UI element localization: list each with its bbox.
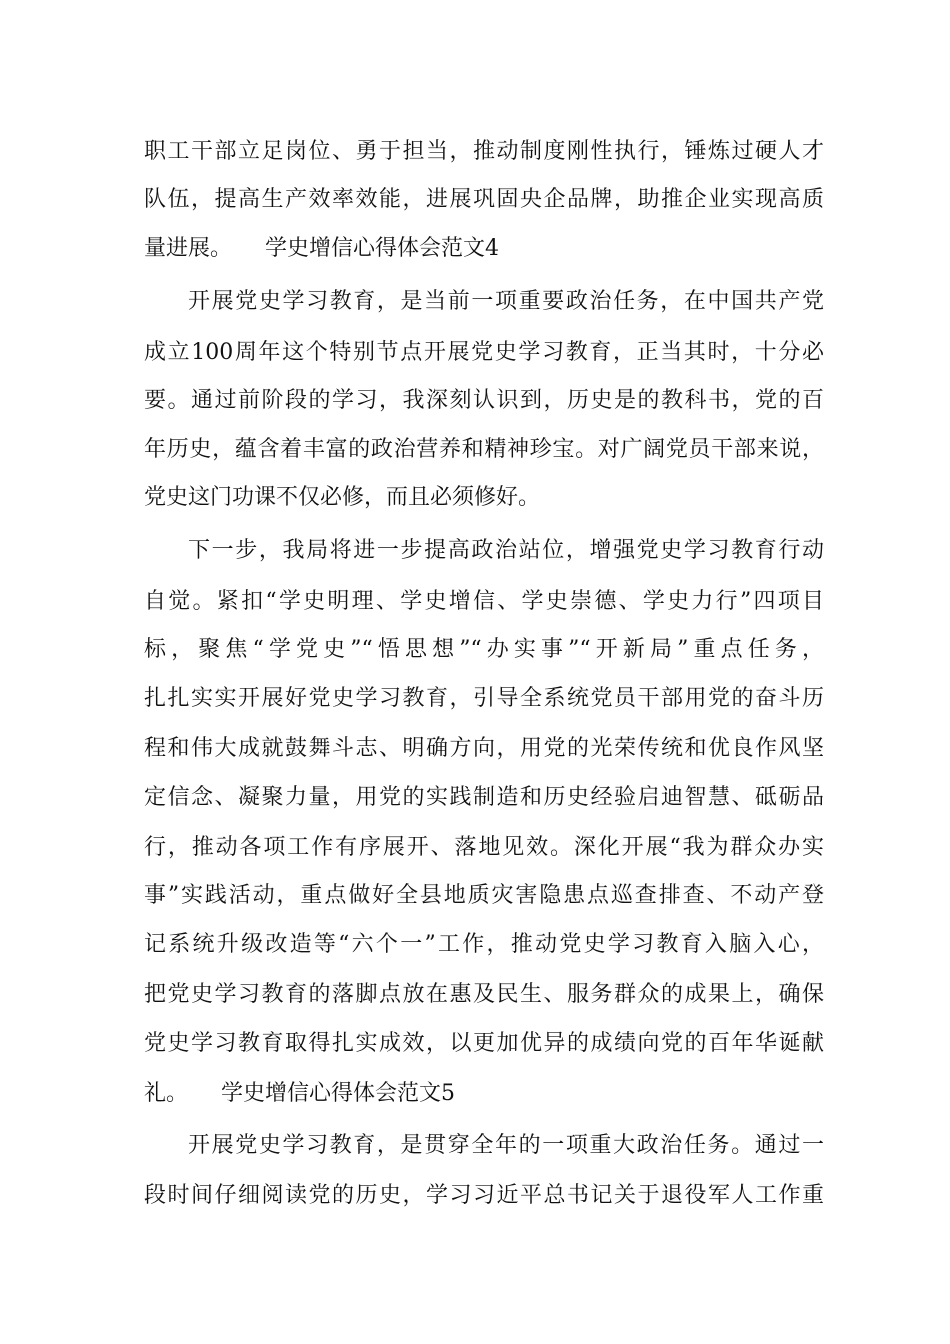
text-line: 礼。 学史增信心得体会范文5 bbox=[144, 1081, 455, 1106]
text-line: 行，推动各项工作有序展开、落地见效。深化开展“我为群众办实 bbox=[144, 835, 824, 860]
text-line: 开展党史学习教育，是贯穿全年的一项重大政治任务。通过一 bbox=[188, 1133, 824, 1158]
text-line: 队伍，提高生产效率效能，进展巩固央企品牌，助推企业实现高质 bbox=[144, 187, 824, 212]
text-line: 量进展。 学史增信心得体会范文4 bbox=[144, 236, 499, 261]
text-line: 年历史，蕴含着丰富的政治营养和精神珍宝。对广阔党员干部来说， bbox=[144, 437, 824, 462]
text-line: 定信念、凝聚力量，用党的实践制造和历史经验启迪智慧、砥砺品 bbox=[144, 785, 824, 810]
text-line: 扎扎实实开展好党史学习教育，引导全系统党员干部用党的奋斗历 bbox=[144, 686, 824, 711]
text-line: 自觉。紧扣“学史明理、学史增信、学史崇德、学史力行”四项目 bbox=[144, 589, 824, 614]
text-line: 开展党史学习教育，是当前一项重要政治任务，在中国共产党 bbox=[188, 289, 824, 314]
text-line: 党史学习教育取得扎实成效，以更加优异的成绩向党的百年华诞献 bbox=[144, 1031, 824, 1056]
text-line: 标，聚焦“学党史”“悟思想”“办实事”“开新局”重点任务， bbox=[144, 637, 824, 662]
text-line: 党史这门功课不仅必修，而且必须修好。 bbox=[144, 485, 541, 510]
text-line: 把党史学习教育的落脚点放在惠及民生、服务群众的成果上，确保 bbox=[144, 982, 824, 1007]
text-line: 职工干部立足岗位、勇于担当，推动制度刚性执行，锤炼过硬人才 bbox=[144, 139, 824, 164]
text-line: 成立100周年这个特别节点开展党史学习教育，正当其时，十分必 bbox=[144, 340, 824, 365]
text-line: 程和伟大成就鼓舞斗志、明确方向，用党的光荣传统和优良作风坚 bbox=[144, 736, 824, 761]
text-line: 记系统升级改造等“六个一”工作，推动党史学习教育入脑入心， bbox=[144, 932, 824, 957]
text-line: 段时间仔细阅读党的历史，学习习近平总书记关于退役军人工作重 bbox=[144, 1183, 824, 1208]
text-line: 事”实践活动，重点做好全县地质灾害隐患点巡查排查、不动产登 bbox=[144, 883, 824, 908]
text-line: 要。通过前阶段的学习，我深刻认识到，历史是的教科书，党的百 bbox=[144, 388, 824, 413]
text-line: 下一步，我局将进一步提高政治站位，增强党史学习教育行动 bbox=[188, 538, 824, 563]
